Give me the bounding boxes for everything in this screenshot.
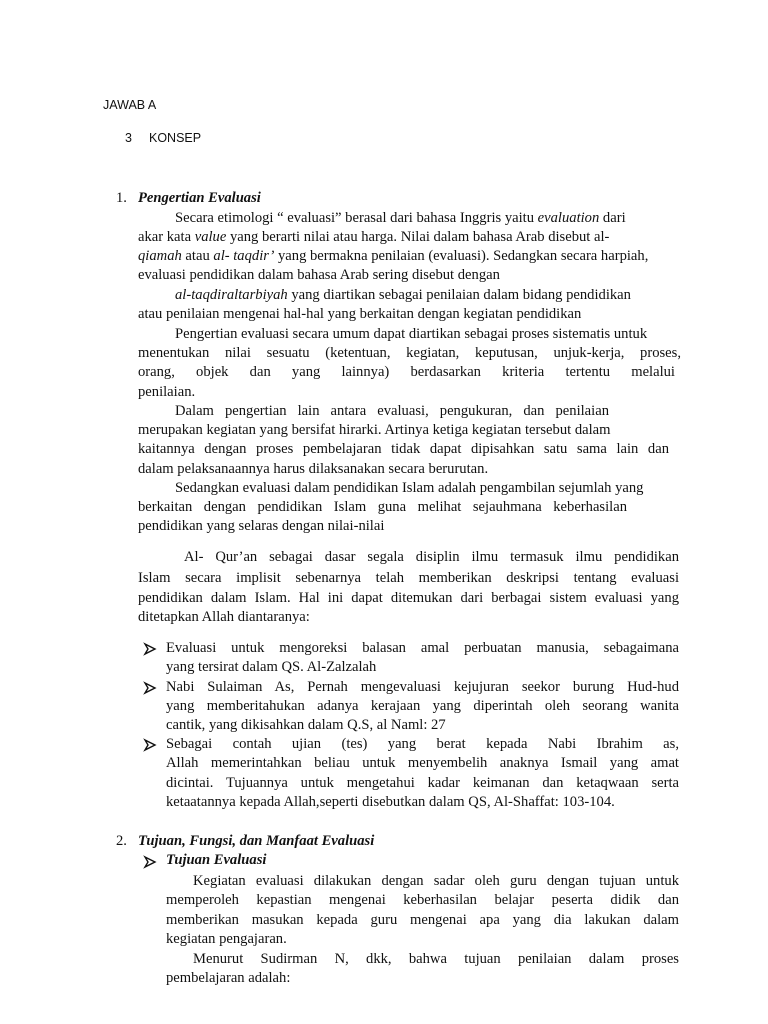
s1-p3-line4: dalam pelaksanaannya harus dilaksanakan secara berurutan. — [138, 461, 489, 477]
s1-p3-line2: merupakan kegiatan yang bersifat hirarki. Artinya ketiga kegiatan tersebut dalam — [138, 422, 611, 438]
s2-p2-line2: pembelajaran adalah: — [166, 970, 291, 986]
s1-p1-line5 — [175, 286, 675, 305]
arrowhead-bullet-icon — [143, 642, 157, 656]
s1-p1-line6: atau penilaian mengenai hal-hal yang berkaitan dengan kegiatan pendidikan — [138, 306, 582, 322]
text-run-italic: evaluation — [537, 210, 600, 226]
section1-number: 1. — [116, 190, 127, 206]
section2-subheading: Tujuan Evaluasi — [166, 852, 267, 868]
s1-p5-line1: Al- Qur’an sebagai dasar segala disiplin ilmu termasuk ilmu pendidikan — [184, 549, 679, 565]
s1-p4-line3: pendidikan yang selaras dengan nilai-nilai — [138, 518, 385, 534]
s1-p4-line1: Sedangkan evaluasi dalam pendidikan Islam adalah pengambilan sejumlah yang — [175, 480, 644, 496]
s1-p4-line2: berkaitan dengan pendidikan Islam guna melihat sejauhmana keberhasilan — [138, 499, 627, 515]
text-run: atau — [181, 248, 214, 264]
s1-p1-line3 — [138, 247, 683, 266]
bullet3-line4: ketaatannya kepada Allah,seperti disebutkan dalam QS, Al-Shaffat: 103-104. — [166, 794, 615, 810]
bullet1-line2: yang tersirat dalam QS. Al-Zalzalah — [166, 659, 377, 675]
bullet3-line2: Allah memerintahkan beliau untuk menyembelih anaknya Ismail yang amat — [166, 755, 679, 771]
s2-p2-line1: Menurut Sudirman N, dkk, bahwa tujuan penilaian dalam proses — [193, 951, 679, 967]
s1-p5-line2: Islam secara implisit sebenarnya telah memberikan deskripsi tentang evaluasi — [138, 570, 679, 586]
section2-heading: Tujuan, Fungsi, dan Manfaat Evaluasi — [138, 833, 375, 849]
text-run-italic: qiamah — [138, 248, 182, 264]
s1-p1-line2 — [138, 228, 678, 247]
s2-p1-line3: memberikan masukan kepada guru mengenai apa yang dia lakukan dalam — [166, 912, 679, 928]
doc-title: JAWAB A — [103, 98, 157, 112]
arrowhead-bullet-icon — [143, 681, 157, 695]
bullet3-line1: Sebagai contah ujian (tes) yang berat kepada Nabi Ibrahim as, — [166, 736, 679, 752]
arrowhead-bullet-icon — [143, 738, 157, 752]
s1-p3-line3: kaitannya dengan proses pembelajaran tidak dapat dipisahkan satu sama lain dan — [138, 441, 669, 457]
s2-p1-line1: Kegiatan evaluasi dilakukan dengan sadar oleh guru dengan tujuan untuk — [193, 873, 679, 889]
s1-p3-line1: Dalam pengertian lain antara evaluasi, pengukuran, dan penilaian — [175, 403, 609, 419]
section1-heading: Pengertian Evaluasi — [138, 190, 261, 206]
s1-p1-line1 — [175, 209, 681, 228]
section2-number: 2. — [116, 833, 127, 849]
s2-p1-line4: kegiatan pengajaran. — [166, 931, 287, 947]
s2-p1-line2: memperoleh kepastian mengenai keberhasilan belajar peserta didik dan — [166, 892, 679, 908]
text-run-italic: al-taqdiraltarbiyah — [175, 287, 288, 303]
s1-p5-line4: ditetapkan Allah diantaranya: — [138, 609, 310, 625]
text-run-italic: al- taqdir’ — [213, 248, 275, 264]
text-run: Secara etimologi “ evaluasi” berasal dari bahasa Inggris yaitu — [175, 210, 538, 226]
bullet2-line2: yang memberitahukan adanya kerajaan yang diperintah oleh seorang wanita — [166, 698, 679, 714]
bullet1-line1: Evaluasi untuk mengoreksi balasan amal perbuatan manusia, sebagaimana — [166, 640, 679, 656]
bullet2-line1: Nabi Sulaiman As, Pernah mengevaluasi kejujuran seekor burung Hud-hud — [166, 679, 679, 695]
arrowhead-bullet-icon — [143, 855, 157, 869]
s1-p5-line3: pendidikan dalam Islam. Hal ini dapat ditemukan dari berbagai sistem evaluasi yang — [138, 590, 679, 606]
s1-p1-line4: evaluasi pendidikan dalam bahasa Arab sering disebut dengan — [138, 267, 500, 283]
text-run: akar kata — [138, 229, 195, 245]
s1-p2-line2: menentukan nilai sesuatu (ketentuan, kegiatan, keputusan, unjuk-kerja, proses, — [138, 345, 681, 361]
text-run-italic: value — [194, 229, 227, 245]
s1-p2-line4: penilaian. — [138, 384, 196, 400]
s1-p2-line1: Pengertian evaluasi secara umum dapat diartikan sebagai proses sistematis untuk — [175, 326, 648, 342]
text-run: yang diartikan sebagai penilaian dalam bidang pendidikan — [287, 287, 631, 303]
bullet3-line3: dicintai. Tujuannya untuk mengetahui kadar keimanan dan ketaqwaan serta — [166, 775, 679, 791]
bullet2-line3: cantik, yang dikisahkan dalam Q.S, al Naml: 27 — [166, 717, 446, 733]
s1-p2-line3: orang, objek dan yang lainnya) berdasarkan kriteria tertentu melalui — [138, 364, 675, 380]
konsep-number: 3 — [125, 131, 132, 145]
text-run: yang bermakna penilaian (evaluasi). Sedangkan secara harpiah, — [274, 248, 649, 264]
konsep-label: KONSEP — [149, 131, 202, 145]
text-run: yang berarti nilai atau harga. Nilai dalam bahasa Arab disebut al- — [226, 229, 610, 245]
text-run: dari — [599, 210, 626, 226]
